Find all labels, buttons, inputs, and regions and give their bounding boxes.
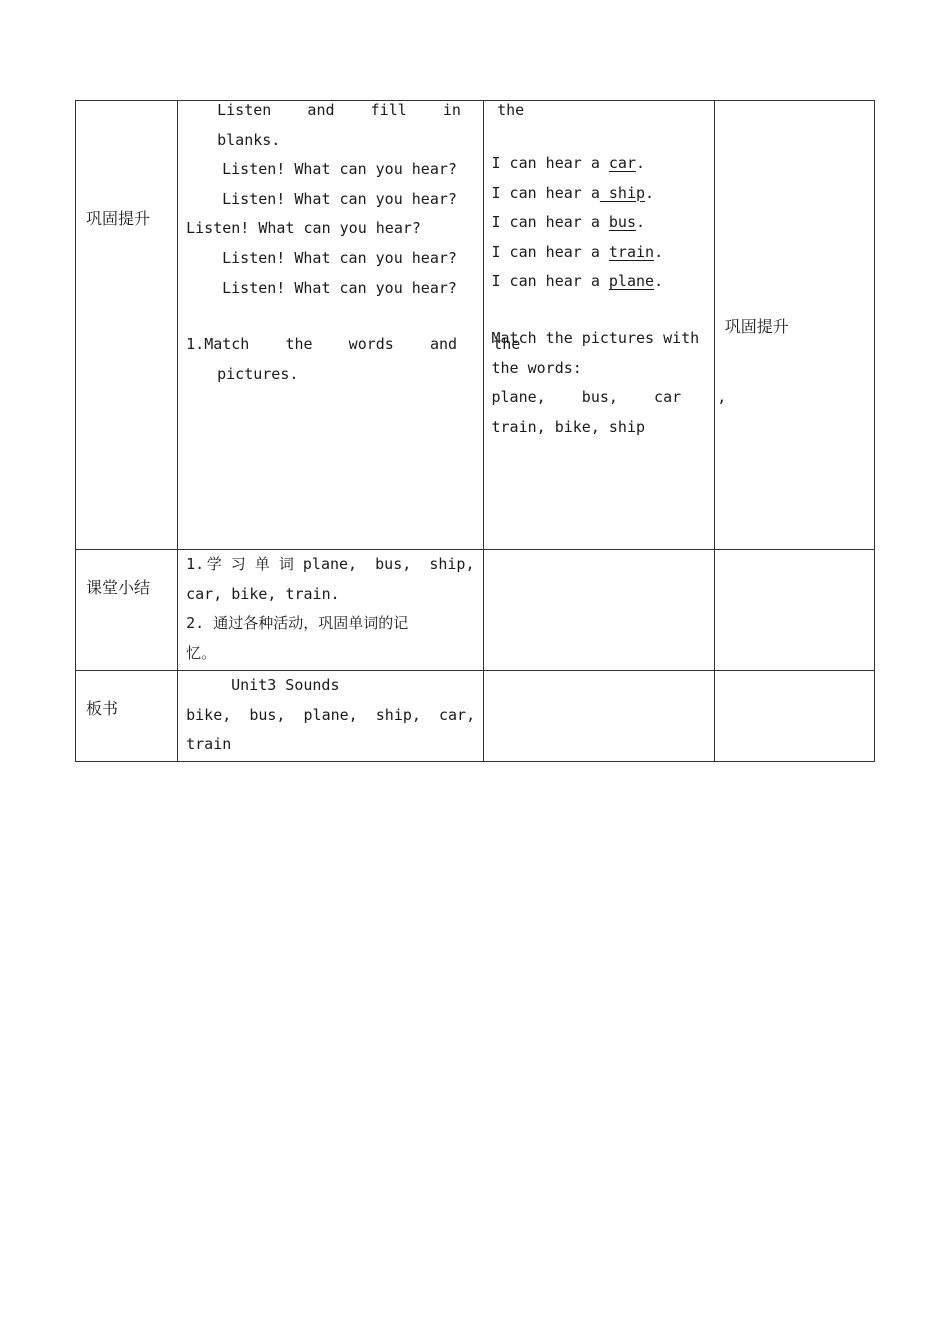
chant-line: Listen! What can you hear? (222, 189, 457, 208)
blackboard-cell (178, 671, 483, 762)
answer-blank: bus (608, 213, 636, 232)
blackboard-title: Unit3 Sounds (231, 676, 340, 694)
stage-label: 巩固提升 (86, 208, 151, 228)
blackboard-words-line1: bike, bus, plane, ship, car, (186, 705, 476, 724)
answer-blank: train (608, 242, 655, 261)
answer-blank: ship (599, 183, 646, 202)
list-number: 1. (186, 335, 205, 354)
stage-label: 板书 (86, 698, 119, 718)
fill-instruction-line2: blanks. (217, 130, 281, 149)
hear-sentence: I can hear a car. (491, 154, 646, 172)
empty-cell (714, 550, 874, 671)
chant-line: Listen! What can you hear? (222, 248, 457, 267)
summary-line4: 忆。 (186, 643, 217, 662)
summary-line1: 1. 学 习 单 词 plane, bus, ship, (186, 550, 474, 580)
stage-cell (76, 671, 178, 762)
stage-cell (76, 101, 178, 550)
answer-blank: car (608, 154, 636, 172)
list-number: 1. (186, 555, 205, 573)
row-blackboard (76, 671, 875, 762)
activity-cell (178, 101, 525, 550)
lesson-plan-table (75, 100, 875, 762)
empty-cell (714, 671, 874, 762)
summary-line2: car, bike, train. (186, 584, 340, 603)
hear-sentence: I can hear a bus. (491, 213, 646, 232)
chant-line: Listen! What can you hear? (222, 160, 457, 179)
chant-line: Listen! What can you hear? (186, 219, 421, 238)
row-consolidation (76, 101, 875, 550)
empty-cell (483, 550, 714, 671)
row-summary (76, 550, 875, 671)
purpose-cell (714, 101, 874, 550)
summary-line3: 2. 通过各种活动，巩固单词的记 (186, 614, 409, 633)
match-instruction-line2: pictures. (217, 364, 299, 383)
word-list-line2: train, bike, ship (491, 417, 646, 436)
blackboard-words-line2: train (186, 735, 232, 754)
hear-sentence: I can hear a plane. (491, 272, 664, 291)
match-pictures-line2: the words: (491, 358, 582, 377)
empty-cell (483, 671, 714, 762)
stage-label: 课堂小结 (86, 577, 151, 597)
purpose-label: 巩固提升 (724, 316, 789, 336)
match-instruction (186, 330, 521, 360)
hear-sentence: I can hear a ship. (491, 183, 655, 202)
stage-cell (76, 550, 178, 671)
match-pictures-line1: Match the pictures with (491, 328, 700, 347)
hear-sentence: I can hear a train. (491, 242, 664, 261)
match-line1: Match the words and the (204, 335, 521, 354)
word-list-line1: plane, bus, car , (491, 388, 727, 407)
answers-cell (483, 101, 727, 550)
answer-blank: plane (608, 272, 655, 291)
summary-cell (178, 550, 483, 671)
fill-instruction-line1: Listen and fill in the (217, 101, 525, 119)
chant-line: Listen! What can you hear? (222, 278, 457, 297)
